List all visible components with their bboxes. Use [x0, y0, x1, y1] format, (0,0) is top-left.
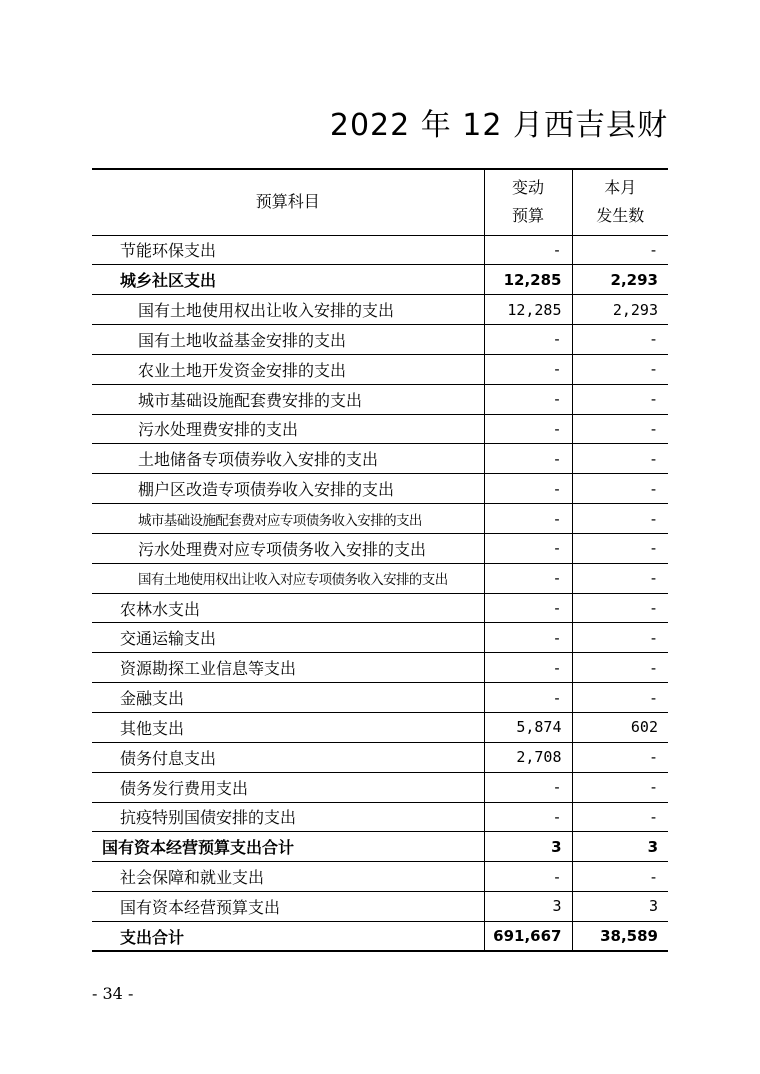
row-month: -: [572, 563, 668, 593]
row-month: -: [572, 802, 668, 832]
row-budget: -: [484, 325, 572, 355]
page-number: - 34 -: [92, 984, 134, 1003]
table-body: [92, 235, 668, 951]
table-row: [92, 772, 668, 802]
row-month: -: [572, 325, 668, 355]
row-budget: 12,285: [484, 265, 572, 295]
table-row: [92, 742, 668, 772]
table-row: [92, 683, 668, 713]
row-budget: -: [484, 235, 572, 265]
row-month: -: [572, 653, 668, 683]
row-budget: -: [484, 474, 572, 504]
table-row: [92, 295, 668, 325]
table-row: [92, 474, 668, 504]
row-label: 国有资本经营预算支出: [92, 892, 484, 922]
row-label: 国有资本经营预算支出合计: [92, 832, 484, 862]
row-budget: -: [484, 623, 572, 653]
table-row: [92, 892, 668, 922]
row-month: -: [572, 235, 668, 265]
row-label: 支出合计: [92, 921, 484, 951]
row-budget: -: [484, 802, 572, 832]
table-header: [92, 169, 668, 235]
row-label: 土地储备专项债券收入安排的支出: [92, 444, 484, 474]
table-row: [92, 354, 668, 384]
row-budget: -: [484, 862, 572, 892]
row-label: 国有土地使用权出让收入安排的支出: [92, 295, 484, 325]
row-label: 金融支出: [92, 683, 484, 713]
row-label: 城市基础设施配套费对应专项债务收入安排的支出: [92, 504, 484, 534]
row-month: -: [572, 474, 668, 504]
row-budget: 3: [484, 892, 572, 922]
row-budget: -: [484, 384, 572, 414]
row-label: 棚户区改造专项债券收入安排的支出: [92, 474, 484, 504]
row-budget: -: [484, 653, 572, 683]
row-budget: -: [484, 444, 572, 474]
row-label: 交通运输支出: [92, 623, 484, 653]
table-row: [92, 623, 668, 653]
header-budget: [484, 169, 572, 235]
row-budget: -: [484, 772, 572, 802]
row-label: 污水处理费对应专项债务收入安排的支出: [92, 533, 484, 563]
header-month-line1: 本月: [604, 178, 637, 198]
row-budget: -: [484, 504, 572, 534]
row-month: -: [572, 414, 668, 444]
row-budget: -: [484, 563, 572, 593]
row-budget: -: [484, 354, 572, 384]
table-row: [92, 563, 668, 593]
row-label: 国有土地使用权出让收入对应专项债务收入安排的支出: [92, 563, 484, 593]
row-month: 2,293: [572, 265, 668, 295]
row-label: 债务付息支出: [92, 742, 484, 772]
row-month: -: [572, 742, 668, 772]
row-budget: -: [484, 414, 572, 444]
budget-table: [92, 168, 668, 952]
row-label: 城乡社区支出: [92, 265, 484, 295]
row-label: 节能环保支出: [92, 235, 484, 265]
row-month: 602: [572, 713, 668, 743]
table-row: [92, 504, 668, 534]
row-month: -: [572, 504, 668, 534]
page-title: 2022 年 12 月西吉县财: [329, 108, 668, 143]
row-label: 抗疫特别国债安排的支出: [92, 802, 484, 832]
table-row: [92, 802, 668, 832]
row-month: -: [572, 354, 668, 384]
table-row: [92, 713, 668, 743]
row-month: -: [572, 593, 668, 623]
row-month: -: [572, 533, 668, 563]
header-budget-line1: 变动: [511, 178, 544, 198]
row-label: 资源勘探工业信息等支出: [92, 653, 484, 683]
header-month-line2: 发生数: [596, 206, 645, 226]
row-label: 农林水支出: [92, 593, 484, 623]
row-month: -: [572, 683, 668, 713]
row-month: -: [572, 384, 668, 414]
table-row: [92, 444, 668, 474]
row-budget: 12,285: [484, 295, 572, 325]
row-budget: 3: [484, 832, 572, 862]
row-month: 38,589: [572, 921, 668, 951]
header-month: [572, 169, 668, 235]
row-month: -: [572, 862, 668, 892]
row-label: 债务发行费用支出: [92, 772, 484, 802]
row-month: 3: [572, 832, 668, 862]
row-month: 2,293: [572, 295, 668, 325]
row-budget: 691,667: [484, 921, 572, 951]
table-row: [92, 653, 668, 683]
row-label: 农业土地开发资金安排的支出: [92, 354, 484, 384]
row-label: 国有土地收益基金安排的支出: [92, 325, 484, 355]
row-budget: -: [484, 533, 572, 563]
table-row: [92, 235, 668, 265]
table-row: [92, 265, 668, 295]
row-budget: -: [484, 683, 572, 713]
table-row: [92, 384, 668, 414]
table-row: [92, 414, 668, 444]
table-row: [92, 533, 668, 563]
header-budget-line2: 预算: [511, 206, 544, 226]
row-label: 城市基础设施配套费安排的支出: [92, 384, 484, 414]
table-row: [92, 593, 668, 623]
table-row: [92, 325, 668, 355]
table-row: [92, 832, 668, 862]
row-budget: 2,708: [484, 742, 572, 772]
row-month: 3: [572, 892, 668, 922]
row-budget: -: [484, 593, 572, 623]
row-month: -: [572, 623, 668, 653]
table-row: [92, 921, 668, 951]
table-row: [92, 862, 668, 892]
row-budget: 5,874: [484, 713, 572, 743]
row-label: 其他支出: [92, 713, 484, 743]
header-subject: 预算科目: [92, 169, 484, 235]
row-month: -: [572, 772, 668, 802]
row-month: -: [572, 444, 668, 474]
row-label: 污水处理费安排的支出: [92, 414, 484, 444]
row-label: 社会保障和就业支出: [92, 862, 484, 892]
